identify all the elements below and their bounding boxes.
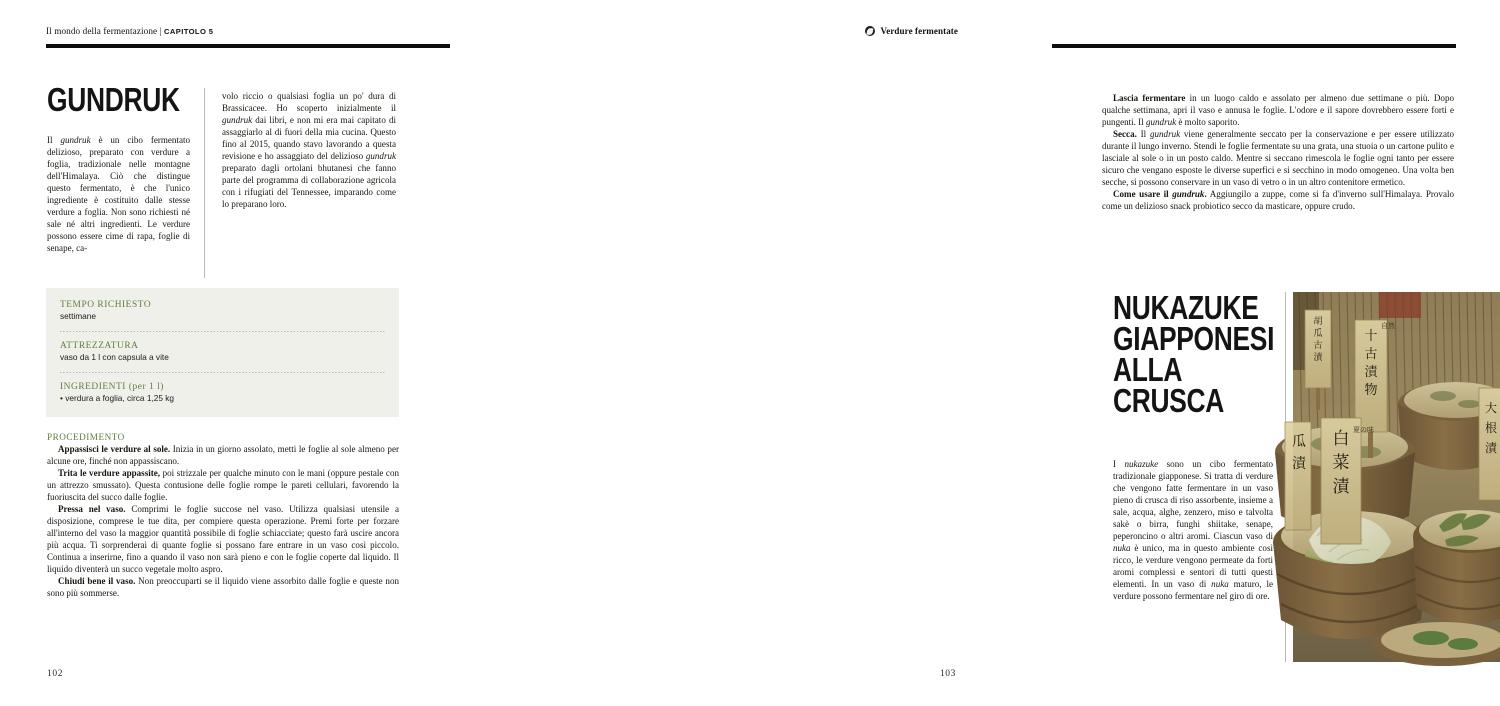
- photo-illustration: [1293, 292, 1500, 662]
- procedure-section: [47, 432, 399, 599]
- procedure-continued: [1102, 92, 1454, 212]
- svg-text:夏の味: 夏の味: [1353, 426, 1374, 434]
- procedure-steps: [47, 443, 399, 599]
- svg-text:古: 古: [1364, 347, 1378, 362]
- procedure-step: Chiudi bene il vaso. Non preoccuparti se il liquido viene assorbito dalle foglie e queste non sono più sommerse.: [47, 576, 400, 598]
- svg-text:瓜: 瓜: [1313, 329, 1323, 339]
- svg-text:大: 大: [1484, 401, 1498, 415]
- leaf-circle-icon: [865, 26, 875, 36]
- folio-left: 102: [47, 669, 64, 679]
- running-head-left-chapter: CAPITOLO 5: [163, 27, 214, 36]
- procedure-step: Lascia fermentare in un luogo caldo e assolato per almeno due settimane o più. Dopo qualche settimana, apri il vaso e annusa le foglie. L'odore e il sapore dovrebbero essere forti e pungenti. Il gundruk è molto saporito.: [1102, 93, 1454, 127]
- running-head-left: [46, 26, 213, 36]
- info-block-tempo: [60, 300, 385, 322]
- running-head-right-title: Verdure fermentate: [880, 26, 958, 36]
- info-heading-tempo: TEMPO RICHIESTO: [60, 300, 152, 310]
- info-block-attrezzatura: [60, 341, 385, 363]
- svg-text:菜: 菜: [1332, 453, 1350, 473]
- info-heading-attrezzatura: ATTREZZATURA: [60, 341, 139, 351]
- svg-text:古: 古: [1313, 341, 1323, 351]
- svg-text:根: 根: [1484, 421, 1498, 435]
- recipe-info-box: [46, 288, 399, 417]
- svg-text:漬: 漬: [1332, 477, 1350, 497]
- svg-text:物: 物: [1364, 383, 1378, 398]
- running-head-sep: |: [157, 26, 164, 36]
- info-heading-ingredienti: INGREDIENTI (per 1 l): [60, 382, 164, 392]
- procedure-step: Secca. Il gundruk viene generalmente seccato per la conservazione e per essere utilizzato durante il lungo inverno. Stendi le foglie fermentate su una grata, una stuoia o un cartone pulito e lasciale al sole o in un posto caldo. Mentre si seccano rimescola le foglie ogni tanto per essere sicuro che vengano esposte le diverse superfici e si secchino in modo omogeneo. Una volta ben secche, si possono conservare in un vaso di vetro o in un altro contenitore ermetico.: [1102, 129, 1454, 187]
- info-divider-2: [60, 372, 385, 373]
- nukazuke-intro: I nukazuke sono un cibo fermentato tradizionale giapponese. Si tratta di verdure che vengono fatte fermentare in un vaso pieno di crusca di riso assorbente, insieme a sale, acqua, alghe, zenzero, miso e talvolta sakè o birra, funghi shiitake, senape, peperoncino o altri aromi. Ciascun vaso di nuka è unico, ma in questo ambiente così ricco, le verdure vengono permeate da forti aromi complessi e sentori di tutti questi elementi. In un vaso di nuka maturo, le verdure possono fermentare nel giro di ore.: [1113, 459, 1273, 601]
- procedure-step: Trita le verdure appassite, poi strizzale per qualche minuto con le mani (oppure pestale con un attrezzo smussato). Questa contusione delle foglie rompe le pareti cellulari, favorendo la fuoriuscita del succo dalle foglie.: [47, 468, 399, 502]
- folio-right: 103: [939, 669, 956, 679]
- header-rule-left: [46, 44, 450, 48]
- svg-text:瓜: 瓜: [1292, 434, 1306, 450]
- info-value-ingredienti: • verdura a foglia, circa 1,25 kg: [60, 393, 175, 403]
- gundruk-intro-column-1: Il gundruk è un cibo fermentato delizioso, preparato con verdure a foglia, tradizionale nelle montagne dell'Himalaya. Ciò che distingue questo fermentato, è che l'unico ingrediente è costituito dalle stesse verdure a foglia. Non sono richiesti né sale né altri ingredienti. Le verdure possono essere cime di rapa, foglie di senape, ca-: [47, 135, 190, 253]
- svg-text:漬: 漬: [1292, 456, 1306, 472]
- svg-text:漬: 漬: [1364, 365, 1378, 380]
- running-head-right: [865, 26, 958, 36]
- info-divider-1: [60, 331, 385, 332]
- page-right: [500, 0, 1498, 706]
- procedure-step: Come usare il gundruk. Aggiungilo a zuppe, come si fa d'inverno sull'Himalaya. Provalo come un delizioso snack probiotico secco da masticare, oppure crudo.: [1102, 189, 1454, 211]
- column-divider-left: [204, 88, 205, 278]
- recipe-title-gundruk: GUNDRUK: [47, 81, 180, 118]
- header-rule-right: [1052, 44, 1456, 48]
- procedure-heading: PROCEDIMENTO: [47, 432, 125, 442]
- page-left: [0, 0, 500, 706]
- procedure-step: Appassisci le verdure al sole. Inizia in un giorno assolato, metti le foglie al sole almeno per alcune ore, finché non appassiscano.: [47, 444, 399, 466]
- info-block-ingredienti: [60, 382, 385, 404]
- info-value-tempo: settimane: [60, 311, 96, 321]
- info-value-attrezzatura: vaso da 1 l con capsula a vite: [60, 352, 169, 362]
- svg-text:十: 十: [1364, 329, 1378, 344]
- procedure-step: Pressa nel vaso. Comprimi le foglie succose nel vaso. Utilizza qualsiasi utensile a disposizione, comprese le tue dita, per compiere questa operazione. Premi forte per forzare all'interno del vaso la maggior quantità possibile di foglie schiacciate; questo farà uscire ancora più acqua. Ti sorprenderai di quante foglie si possano fare entrare in un vaso così piccolo. Continua a inserirne, fino a quando il vaso non sarà pieno e con le foglie coperte dal liquido. Il liquido diventerà un succo vegetale molto aspro.: [47, 504, 399, 574]
- running-head-left-title: Il mondo della fermentazione: [46, 26, 158, 36]
- svg-text:白: 白: [1332, 429, 1350, 449]
- recipe-title-nukazuke: NUKAZUKE GIAPPONESI ALLA CRUSCA: [1113, 289, 1275, 420]
- svg-text:漬: 漬: [1484, 441, 1498, 455]
- svg-text:自然: 自然: [1381, 322, 1395, 330]
- gundruk-intro-column-2: volo riccio o qualsiasi foglia un po' dura di Brassicacee. Ho scoperto inizialmente il gundruk dai libri, e non mi era mai capitato di assaggiarlo al di fuori della mia cucina. Questo fino al 2015, quando stavo lavorando a questa revisione e ho assaggiato del delizioso gundruk preparato dagli ortolani bhutanesi che fanno parte del programma di collaborazione agricola con i rifugiati del Tennessee, imparando come lo preparano loro.: [222, 91, 396, 209]
- photo-nuka-market: [1293, 292, 1500, 662]
- svg-text:漬: 漬: [1313, 353, 1323, 363]
- svg-text:胡: 胡: [1313, 317, 1323, 327]
